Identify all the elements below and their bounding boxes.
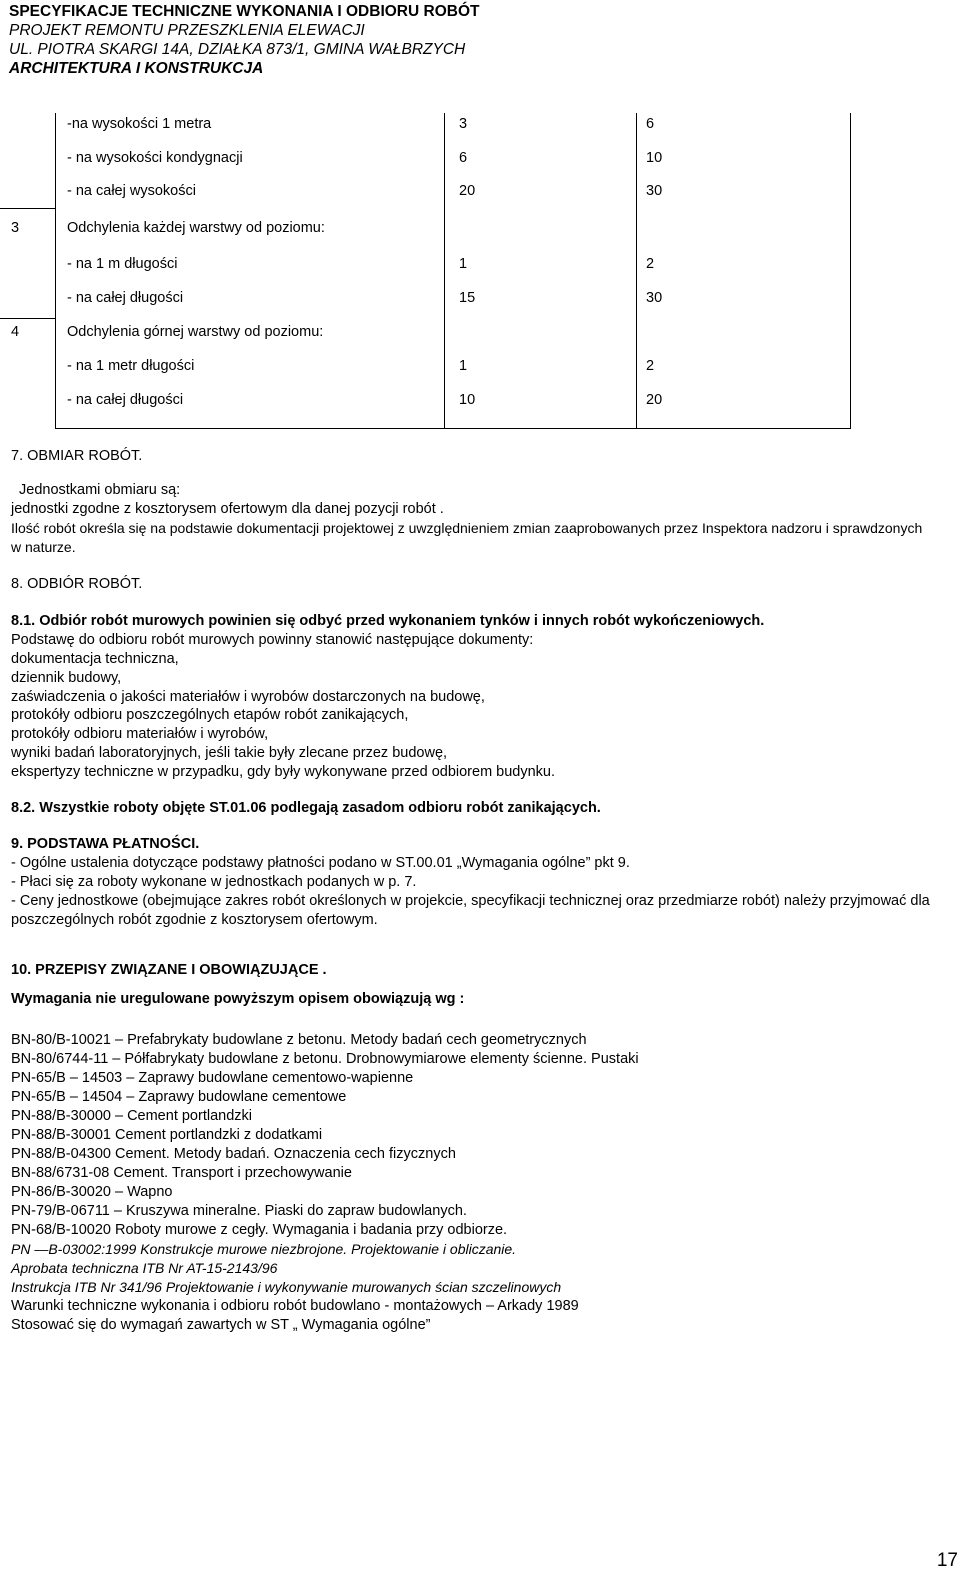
section-7-quantity-text: Ilość robót określa się na podstawie dokumentacji projektowej z uwzględnieniem zmian zaaprobowanych przez Inspektora nadzoru i sprawdzonych w naturze. [11,520,923,555]
norm-item-italic: PN —B-03002:1999 Konstrukcje murowe niezbrojone. Projektowanie i obliczanie. [11,1241,517,1257]
table-border [444,113,445,428]
section-7-units-text: jednostki zgodne z kosztorysem ofertowym dla danej pozycji robót . [11,501,444,517]
document-list-item: zaświadczenia o jakości materiałów i wyrobów dostarczonych na budowę, [11,689,485,705]
table-cell-value: 2 [646,256,655,272]
table-cell-desc: - na wysokości kondygnacji [67,150,243,166]
table-cell-value: 1 [459,358,468,374]
header-project: PROJEKT REMONTU PRZESZKLENIA ELEWACJI [9,22,365,39]
table-cell-desc: - na całej długości [67,392,184,408]
table-cell-desc: -na wysokości 1 metra [67,116,212,132]
section-9-line: - Ceny jednostkowe (obejmujące zakres robót określonych w projekcie, specyfikacji technicznej oraz przedmiarze robót) należy przyjmować dla poszczególnych robót zgodnie z kosztorysem ofertowym. [11,893,930,928]
norm-item: Warunki techniczne wykonania i odbioru robót budowlano - montażowych – Arkady 1989 [11,1298,579,1314]
norm-item: Stosować się do wymagań zawartych w ST „ Wymagania ogólne” [11,1317,431,1333]
document-list-item: dokumentacja techniczna, [11,651,179,667]
table-border [850,113,851,428]
norm-item: PN-68/B-10020 Roboty murowe z cegły. Wymagania i badania przy odbiorze. [11,1222,508,1238]
table-cell-desc: - na całej długości [67,290,184,306]
table-cell-desc: - na 1 metr długości [67,358,195,374]
document-list-item: dziennik budowy, [11,670,122,686]
document-list-item: wyniki badań laboratoryjnych, jeśli takie były zlecane przez budowę, [11,745,448,761]
section-8-title: 8. ODBIÓR ROBÓT. [11,576,143,592]
table-cell-value: 20 [646,392,663,408]
table-cell-num: 3 [11,220,20,236]
norm-item: BN-88/6731-08 Cement. Transport i przechowywanie [11,1165,352,1181]
section-8-1-title: 8.1. Odbiór robót murowych powinien się odbyć przed wykonaniem tynków i innych robót wykończeniowych. [11,613,765,629]
table-border [636,113,637,428]
section-9-title: 9. PODSTAWA PŁATNOŚCI. [11,836,200,852]
table-cell-value: 15 [459,290,476,306]
header-title: SPECYFIKACJE TECHNICZNE WYKONANIA I ODBIORU ROBÓT [9,3,480,20]
table-cell-value: 10 [646,150,663,166]
table-cell-value: 1 [459,256,468,272]
section-10-title: 10. PRZEPISY ZWIĄZANE I OBOWIĄZUJĄCE . [11,962,327,978]
table-cell-value: 6 [459,150,468,166]
table-cell-value: 6 [646,116,655,132]
document-header [9,2,479,78]
table-cell-value: 30 [646,290,663,306]
norm-item: PN-88/B-30000 – Cement portlandzki [11,1108,252,1124]
section-9-line: - Płaci się za roboty wykonane w jednostkach podanych w p. 7. [11,874,417,890]
table-cell-desc: Odchylenia górnej warstwy od poziomu: [67,324,324,340]
section-9-line: - Ogólne ustalenia dotyczące podstawy płatności podano w ST.00.01 „Wymagania ogólne” pkt 9. [11,855,630,871]
table-cell-value: 2 [646,358,655,374]
norm-item: BN-80/B-10021 – Prefabrykaty budowlane z betonu. Metody badań cech geometrycznych [11,1032,587,1048]
document-list-item: ekspertyzy techniczne w przypadku, gdy były wykonywane przed odbiorem budynku. [11,764,556,780]
header-address: UL. PIOTRA SKARGI 14A, DZIAŁKA 873/1, GMINA WAŁBRZYCH [9,41,466,58]
table-cell-value: 3 [459,116,468,132]
table-cell-value: 20 [459,183,476,199]
norm-item: PN-79/B-06711 – Kruszywa mineralne. Piaski do zapraw budowlanych. [11,1203,467,1219]
table-cell-desc: - na całej wysokości [67,183,196,199]
table-cell-desc: - na 1 m długości [67,256,178,272]
norm-item: PN-65/B – 14503 – Zaprawy budowlane cementowo-wapienne [11,1070,414,1086]
section-10-subtitle: Wymagania nie uregulowane powyższym opisem obowiązują wg : [11,991,465,1007]
table-border [55,428,851,429]
norm-item-italic: Aprobata techniczna ITB Nr AT-15-2143/96 [11,1260,278,1276]
document-list-item: protokóły odbioru materiałów i wyrobów, [11,726,269,742]
section-8-2-title: 8.2. Wszystkie roboty objęte ST.01.06 podlegają zasadom odbioru robót zanikających. [11,800,601,816]
table-cell-value: 30 [646,183,663,199]
norm-item: PN-86/B-30020 – Wapno [11,1184,173,1200]
section-8-1-intro: Podstawę do odbioru robót murowych powinny stanowić następujące dokumenty: [11,632,534,648]
section-7-title: 7. OBMIAR ROBÓT. [11,448,143,464]
norm-item-italic: Instrukcja ITB Nr 341/96 Projektowanie i wykonywanie murowanych ścian szczelinowych [11,1279,562,1295]
norm-item: PN-88/B-04300 Cement. Metody badań. Oznaczenia cech fizycznych [11,1146,456,1162]
section-7-units-label: Jednostkami obmiaru są: [19,482,181,498]
norm-item: PN-88/B-30001 Cement portlandzki z dodatkami [11,1127,323,1143]
header-branch: ARCHITEKTURA I KONSTRUKCJA [9,60,264,77]
page-number: 17 [936,1550,958,1571]
table-cell-num: 4 [11,324,20,340]
document-list-item: protokóły odbioru poszczególnych etapów robót zanikających, [11,707,409,723]
norm-item: PN-65/B – 14504 – Zaprawy budowlane cementowe [11,1089,347,1105]
table-border [0,318,55,319]
table-cell-desc: Odchylenia każdej warstwy od poziomu: [67,220,325,236]
table-border [0,208,55,209]
norm-item: BN-80/6744-11 – Półfabrykaty budowlane z betonu. Drobnowymiarowe elementy ścienne. Pustaki [11,1051,639,1067]
table-border [55,113,56,428]
table-cell-value: 10 [459,392,476,408]
